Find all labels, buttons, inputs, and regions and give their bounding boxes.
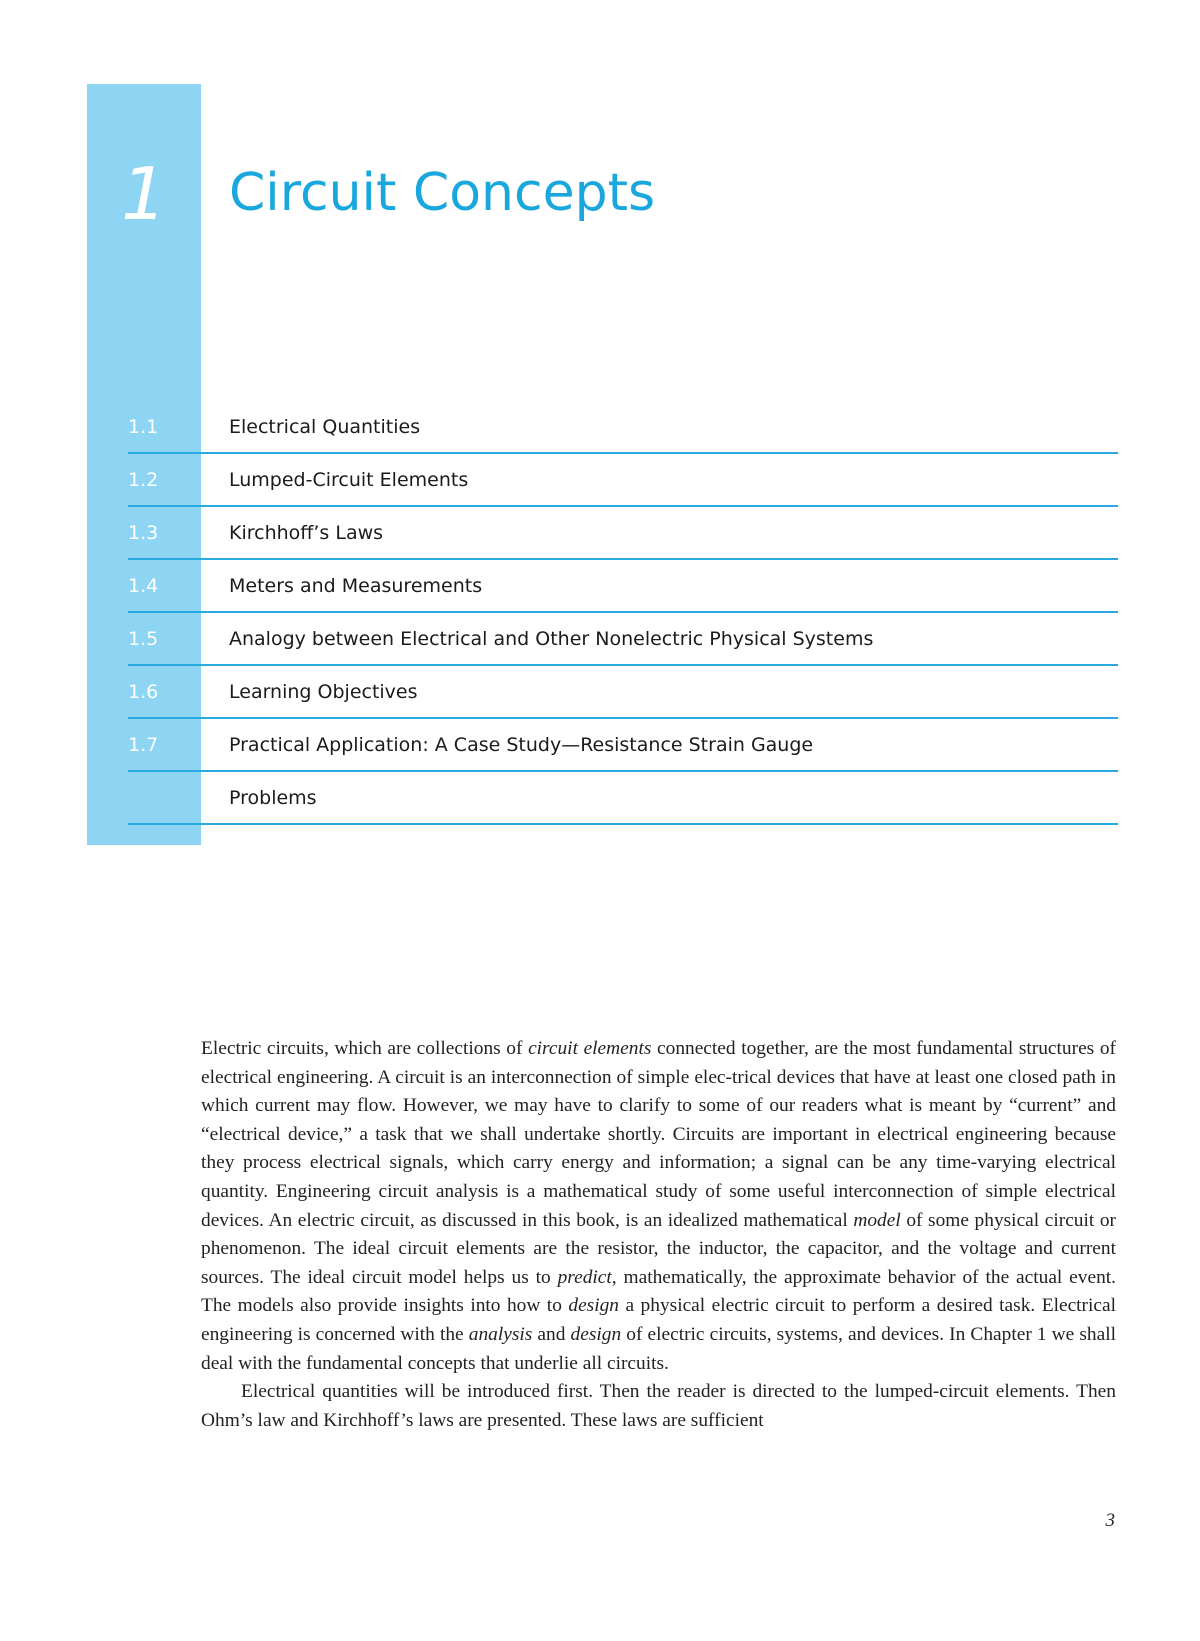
emphasis-term: predict: [557, 1266, 612, 1288]
intro-paragraph: Electrical quantities will be introduced first. Then the reader is directed to the lumped-circuit elements. Then Ohm’s law and Kirchhoff’s laws are presented. These laws are sufficient: [201, 1381, 1116, 1431]
toc-entry[interactable]: [128, 507, 1118, 560]
text-run: and: [532, 1323, 571, 1345]
toc-section-title[interactable]: Meters and Measurements: [229, 575, 483, 597]
toc-entry[interactable]: [128, 719, 1118, 772]
toc-section-title[interactable]: Electrical Quantities: [229, 416, 421, 438]
text-run: Electric circuits, which are collections of: [201, 1038, 529, 1059]
toc-entry[interactable]: [128, 772, 1118, 825]
chapter-number: 1: [121, 152, 167, 236]
toc-entry[interactable]: [128, 401, 1118, 454]
toc-entry[interactable]: [128, 560, 1118, 613]
toc-section-title[interactable]: Kirchhoff’s Laws: [229, 522, 384, 544]
toc-section-title[interactable]: Lumped-Circuit Elements: [229, 469, 469, 491]
toc-section-title[interactable]: Analogy between Electrical and Other Nonelectric Physical Systems: [229, 628, 874, 650]
emphasis-term: analysis: [468, 1323, 533, 1345]
text-run: of electric circuits, systems, and devices. In Chapter 1 we shall deal with the fundamental concepts that underlie all circuits.: [201, 1323, 1116, 1374]
toc-section-number: 1.3: [128, 522, 159, 544]
toc-section-number: 1.1: [128, 416, 159, 438]
chapter-intro-text: [201, 1035, 1116, 1435]
text-run: connected together, are the most fundamental structures of electrical engineering. A circuit is an interconnection of simple elec-trical devices that have at least one closed path in which current may flow. However, we may have to clarify to some of our readers what is meant by “current” and “electrical device,” a task that we shall undertake shortly. Circuits are important in electrical engineering because they process electrical signals, which carry energy and information; a signal can be any time-varying electrical quantity. Engineering circuit analysis is a mathematical study of some useful interconnection of simple electrical devices. An electric circuit, as discussed in this book, is an idealized mathematical: [201, 1038, 1116, 1231]
page-number: 3: [1105, 1510, 1115, 1531]
emphasis-term: design: [570, 1323, 622, 1345]
emphasis-term: design: [568, 1295, 620, 1317]
toc-section-title[interactable]: Practical Application: A Case Study—Resistance Strain Gauge: [229, 734, 814, 756]
text-run: a physical electric circuit to perform a desired task. Electrical engineering is concerned with the: [201, 1295, 1117, 1345]
toc-section-number: 1.6: [128, 681, 159, 703]
toc-section-number: 1.7: [128, 734, 159, 756]
text-run: of some physical circuit or phenomenon. The ideal circuit elements are the resistor, the inductor, the capacitor, and the voltage and current sources. The ideal circuit model helps us to: [201, 1209, 1116, 1288]
toc-section-title[interactable]: Learning Objectives: [229, 681, 418, 703]
toc-section-title[interactable]: Problems: [229, 787, 317, 809]
emphasis-term: model: [853, 1209, 901, 1231]
toc-section-number: 1.4: [128, 575, 159, 597]
toc-section-number: 1.2: [128, 469, 159, 491]
chapter-title: Circuit Concepts: [229, 163, 656, 223]
text-run: , mathematically, the approximate behavior of the actual event. The models also provide insights into how to: [201, 1266, 1117, 1317]
intro-paragraph: [201, 1035, 1116, 1378]
toc-entry[interactable]: [128, 454, 1118, 507]
toc-entry[interactable]: [128, 666, 1118, 719]
emphasis-term: circuit elements: [528, 1038, 652, 1059]
chapter-contents: [128, 401, 1118, 825]
toc-section-number: 1.5: [128, 628, 159, 650]
toc-entry[interactable]: [128, 613, 1118, 666]
